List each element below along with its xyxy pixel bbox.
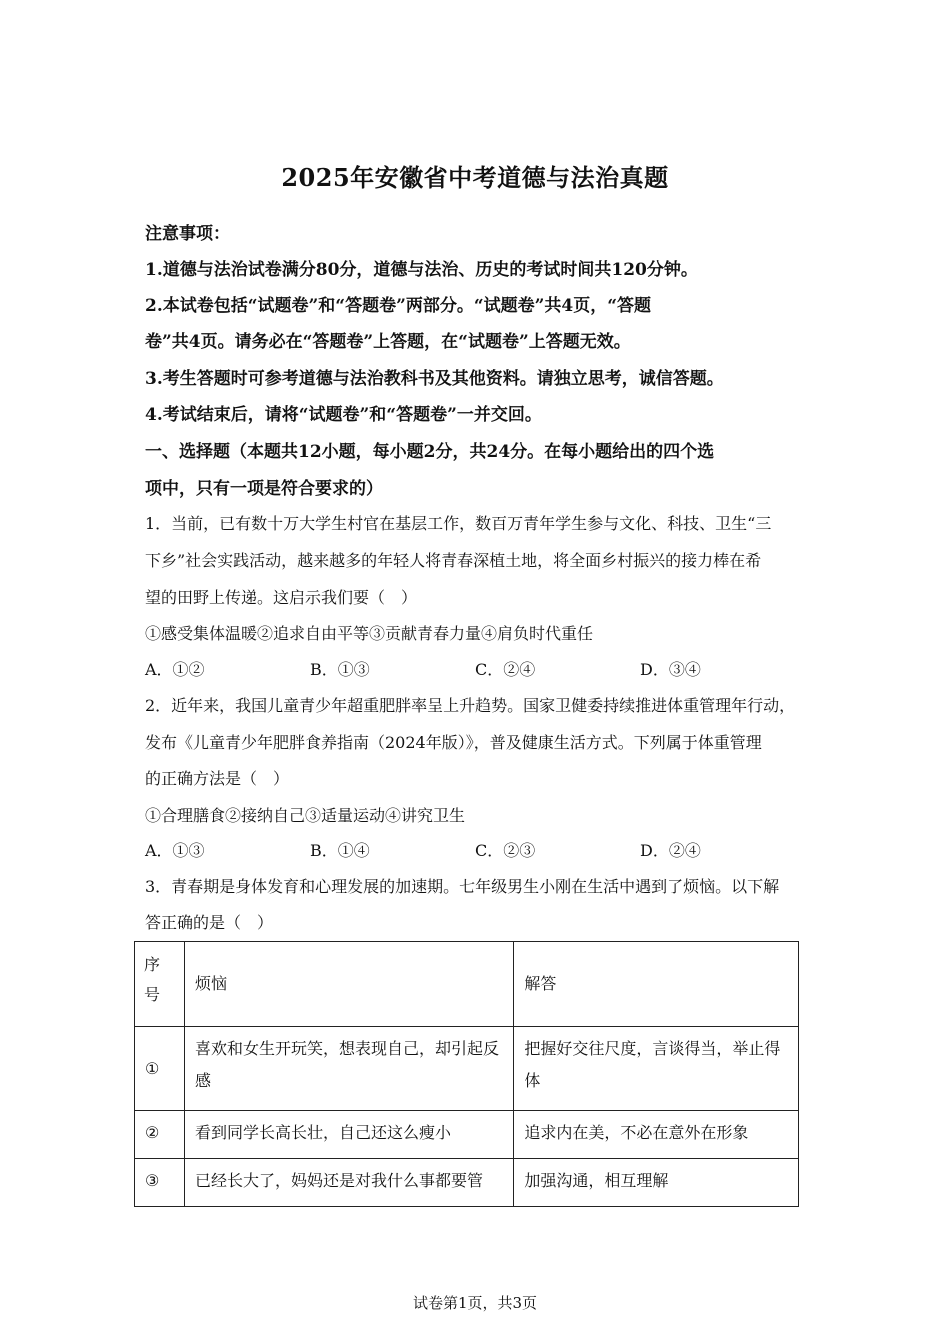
table-cell-index: ① — [135, 1027, 185, 1111]
q2-stem-line: 的正确方法是（ ） — [145, 769, 290, 788]
notice-item: 3.考生答题时可参考道德与法治教科书及其他资料。请独立思考，诚信答题。 — [145, 369, 724, 389]
notice-item: 4.考试结束后，请将“试题卷”和“答题卷”一并交回。 — [145, 405, 542, 425]
q3-stem-line: 答正确的是（ ） — [145, 913, 274, 932]
table-header-index: 序号 — [135, 942, 185, 1027]
section-heading: 一、选择题（本题共12小题，每小题2分，共24分。在每小题给出的四个选 — [145, 442, 715, 462]
table-cell-index: ③ — [135, 1159, 185, 1207]
table-cell-trouble: 已经长大了，妈妈还是对我什么事都要管 — [184, 1159, 513, 1207]
table-cell-trouble: 喜欢和女生开玩笑，想表现自己，却引起反感 — [184, 1027, 513, 1111]
table-cell-index: ② — [135, 1111, 185, 1159]
table-row — [135, 1159, 799, 1207]
q1-choices: ①感受集体温暖②追求自由平等③贡献青春力量④肩负时代重任 — [145, 624, 594, 643]
q1-option-c: C．②④ — [475, 660, 536, 679]
page-footer: 试卷第1页，共3页 — [412, 1294, 538, 1312]
q2-option-a: A．①③ — [145, 841, 205, 860]
notice-item: 1.道德与法治试卷满分80分，道德与法治、历史的考试时间共120分钟。 — [145, 260, 698, 280]
notice-item: 卷”共4页。请务必在“答题卷”上答题，在“试题卷”上答题无效。 — [145, 332, 631, 352]
page-title: 2025年安徽省中考道德与法治真题 — [281, 163, 669, 192]
q1-stem-line: 望的田野上传递。这启示我们要（ ） — [145, 588, 418, 607]
table-cell-answer: 把握好交往尺度，言谈得当，举止得体 — [514, 1027, 799, 1111]
q1-option-b: B．①③ — [310, 660, 370, 679]
q3-stem-line: 3．青春期是身体发育和心理发展的加速期。七年级男生小刚在生活中遇到了烦恼。以下解 — [145, 877, 780, 896]
table-cell-answer: 追求内在美，不必在意外在形象 — [514, 1111, 799, 1159]
q1-stem-line: 1．当前，已有数十万大学生村官在基层工作，数百万青年学生参与文化、科技、卫生“三 — [145, 514, 772, 533]
table-header-row — [135, 942, 799, 1027]
q1-option-a: A．①② — [145, 660, 205, 679]
q2-stem-line: 发布《儿童青少年肥胖食养指南（2024年版）》，普及健康生活方式。下列属于体重管理 — [145, 733, 762, 752]
table-cell-answer: 加强沟通，相互理解 — [514, 1159, 799, 1207]
q2-stem-line: 2．近年来，我国儿童青少年超重肥胖率呈上升趋势。国家卫健委持续推进体重管理年行动， — [145, 696, 796, 715]
q2-option-d: D．②④ — [640, 841, 701, 860]
table-row — [135, 1111, 799, 1159]
q2-option-b: B．①④ — [310, 841, 370, 860]
table-cell-trouble: 看到同学长高长壮，自己还这么瘦小 — [184, 1111, 513, 1159]
q1-option-d: D．③④ — [640, 660, 701, 679]
notice-heading: 注意事项： — [145, 224, 230, 244]
q2-option-c: C．②③ — [475, 841, 536, 860]
q3-table — [134, 941, 799, 1207]
q1-stem-line: 下乡”社会实践活动，越来越多的年轻人将青春深植土地，将全面乡村振兴的接力棒在希 — [145, 551, 762, 570]
notice-item: 2.本试卷包括“试题卷”和“答题卷”两部分。“试题卷”共4页，“答题 — [145, 296, 652, 316]
table-header-trouble: 烦恼 — [184, 942, 513, 1027]
table-row — [135, 1027, 799, 1111]
section-heading-cont: 项中，只有一项是符合要求的） — [145, 479, 383, 499]
q2-choices: ①合理膳食②接纳自己③适量运动④讲究卫生 — [145, 806, 466, 825]
table-header-answer: 解答 — [514, 942, 799, 1027]
